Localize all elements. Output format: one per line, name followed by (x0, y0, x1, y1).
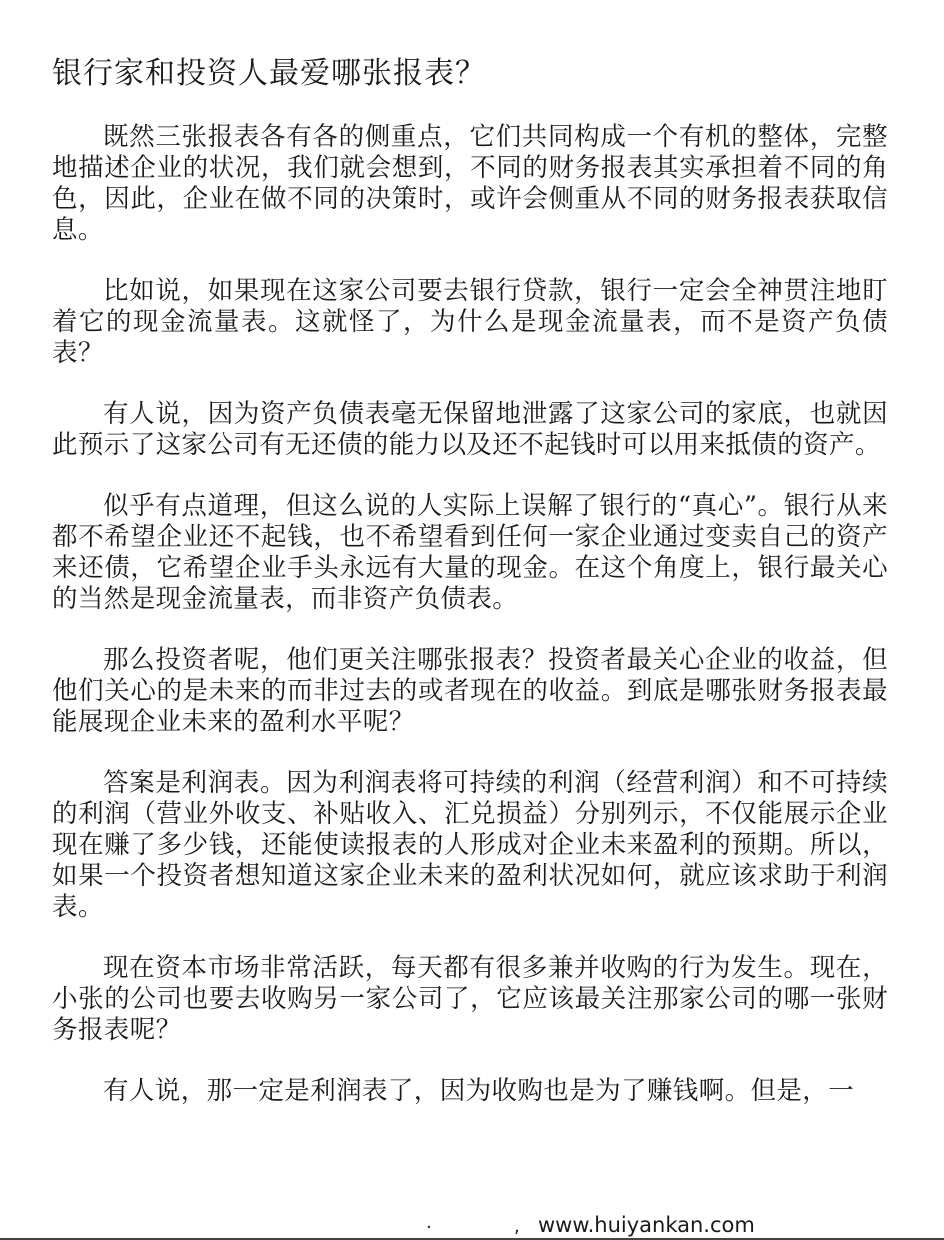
footer-mark: , (514, 1216, 520, 1237)
paragraph: 比如说，如果现在这家公司要去银行贷款，银行一定会全神贯注地盯着它的现金流量表。这就怪了，为什么是现金流量表，而不是资产负债表？ (52, 276, 888, 368)
paragraph: 似乎有点道理，但这么说的人实际上误解了银行的“真心”。银行从来都不希望企业还不起钱，也不希望看到任何一家企业通过变卖自己的资产来还债，它希望企业手头永远有大量的现金。在这个角度上，银行最关心的当然是现金流量表，而非资产负债表。 (52, 491, 888, 614)
page-footer (0, 1212, 944, 1240)
footer-url[interactable]: www.huiyankan.com (538, 1213, 755, 1237)
paragraph: 那么投资者呢，他们更关注哪张报表？投资者最关心企业的收益，但他们关心的是未来的而非过去的或者现在的收益。到底是哪张财务报表最能展现企业未来的盈利水平呢？ (52, 645, 888, 737)
paragraph: 现在资本市场非常活跃，每天都有很多兼并收购的行为发生。现在，小张的公司也要去收购另一家公司了，它应该最关注那家公司的哪一张财务报表呢？ (52, 953, 888, 1045)
footer-mark: . (426, 1212, 432, 1233)
paragraph: 答案是利润表。因为利润表将可持续的利润（经营利润）和不可持续的利润（营业外收支、补贴收入、汇兑损益）分别列示，不仅能展示企业现在赚了多少钱，还能使读报表的人形成对企业未来盈利的预期。所以，如果一个投资者想知道这家企业未来的盈利状况如何，就应该求助于利润表。 (52, 768, 888, 922)
paragraph: 既然三张报表各有各的侧重点，它们共同构成一个有机的整体，完整地描述企业的状况，我们就会想到，不同的财务报表其实承担着不同的角色，因此，企业在做不同的决策时，或许会侧重从不同的财务报表获取信息。 (52, 122, 888, 245)
paragraph: 有人说，因为资产负债表毫无保留地泄露了这家公司的家底，也就因此预示了这家公司有无还债的能力以及还不起钱时可以用来抵债的资产。 (52, 399, 888, 460)
page-title: 银行家和投资人最爱哪张报表？ (52, 56, 486, 91)
paragraph: 有人说，那一定是利润表了，因为收购也是为了赚钱啊。但是，一 (103, 1076, 855, 1106)
document-page (52, 48, 888, 1137)
